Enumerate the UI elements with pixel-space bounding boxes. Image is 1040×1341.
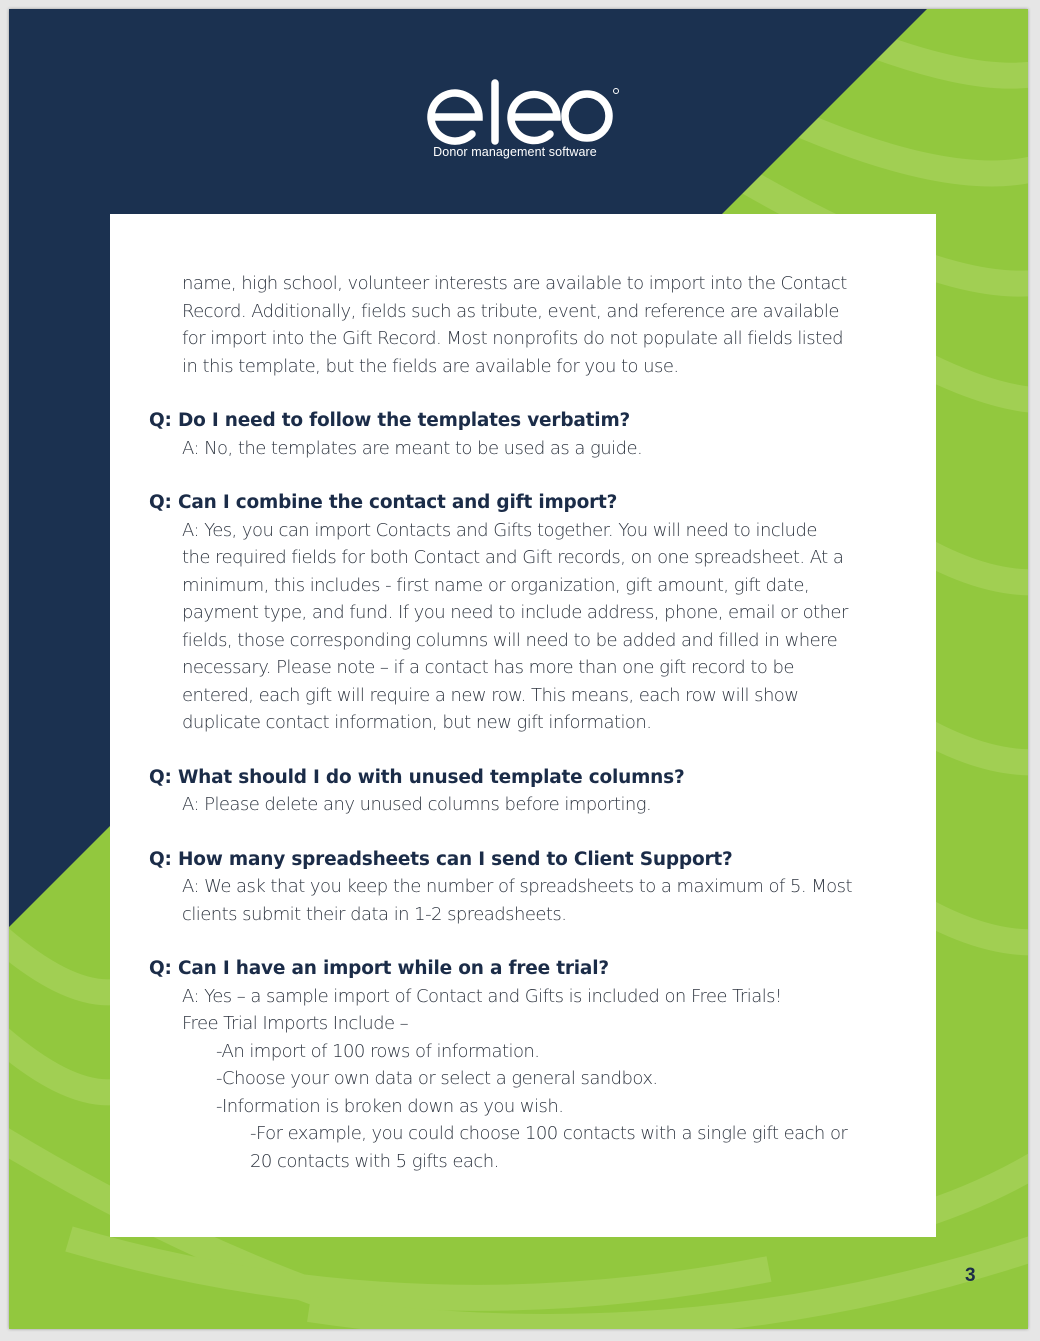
faq-question: Q: Can I combine the contact and gift import? — [149, 492, 618, 513]
faq-question: Q: What should I do with unused template columns? — [149, 766, 685, 788]
faq-answer-line: necessary. Please note – if a contact has more than one gift record to be — [182, 657, 794, 678]
faq-answer-line: clients submit their data in 1-2 spreadsheets. — [182, 903, 567, 925]
logo-tagline: Donor management software — [433, 145, 597, 159]
faq-item-unused-columns — [149, 764, 909, 819]
faq-question: Q: How many spreadsheets can I send to Client Support? — [149, 848, 733, 870]
text-line: for import into the Gift Record. Most nonprofits do not populate all fields listed — [182, 328, 843, 349]
faq-answer-line: the required fields for both Contact and Gift records, on one spreadsheet. At a — [182, 547, 844, 568]
faq-item-spreadsheet-count — [149, 846, 909, 929]
faq-content — [149, 270, 909, 1202]
faq-answer-line: A: Please delete any unused columns before importing. — [182, 794, 652, 815]
faq-answer-line: A: No, the templates are meant to be used as a guide. — [182, 437, 643, 459]
text-line: name, high school, volunteer interests are available to import into the Contact — [182, 273, 847, 294]
faq-answer-line: duplicate contact information, but new gift information. — [182, 712, 652, 733]
page-number: 3 — [965, 1265, 976, 1286]
faq-item-templates-verbatim — [149, 407, 909, 462]
document-page — [9, 9, 1028, 1329]
free-trial-example-line: 20 contacts with 5 gifts each. — [250, 1150, 499, 1172]
free-trial-example-line: -For example, you could choose 100 contacts with a single gift each or — [250, 1123, 848, 1144]
faq-answer-line: A: Yes – a sample import of Contact and Gifts is included on Free Trials! — [182, 985, 782, 1007]
faq-answer-line: minimum, this includes - first name or organization, gift amount, gift date, — [182, 574, 810, 596]
free-trial-item: -Information is broken down as you wish. — [216, 1095, 564, 1117]
faq-answer-line: A: Yes, you can import Contacts and Gifts together. You will need to include — [182, 519, 817, 541]
text-line: Record. Additionally, fields such as tribute, event, and reference are available — [182, 300, 839, 322]
faq-answer-line: fields, those corresponding columns will need to be added and filled in where — [182, 629, 838, 651]
free-trial-item: -An import of 100 rows of information. — [216, 1040, 540, 1062]
eleo-logo-mark — [427, 79, 627, 149]
faq-answer-line: A: We ask that you keep the number of spreadsheets to a maximum of 5. Most — [182, 876, 852, 897]
content-card — [110, 214, 936, 1237]
text-line: in this template, but the fields are available for you to use. — [182, 355, 679, 377]
faq-question: Q: Can I have an import while on a free trial? — [149, 958, 609, 979]
intro-paragraph — [149, 270, 909, 380]
free-trial-item: -Choose your own data or select a general sandbox. — [216, 1068, 658, 1089]
eleo-logo — [427, 79, 627, 175]
faq-item-free-trial — [149, 955, 909, 1175]
faq-answer-line: entered, each gift will require a new row. This means, each row will show — [182, 684, 799, 706]
faq-question: Q: Do I need to follow the templates verbatim? — [149, 410, 631, 431]
free-trial-includes-label: Free Trial Imports Include – — [182, 1013, 409, 1034]
faq-item-combine-import — [149, 489, 909, 737]
faq-answer-line: payment type, and fund. If you need to include address, phone, email or other — [182, 602, 848, 623]
